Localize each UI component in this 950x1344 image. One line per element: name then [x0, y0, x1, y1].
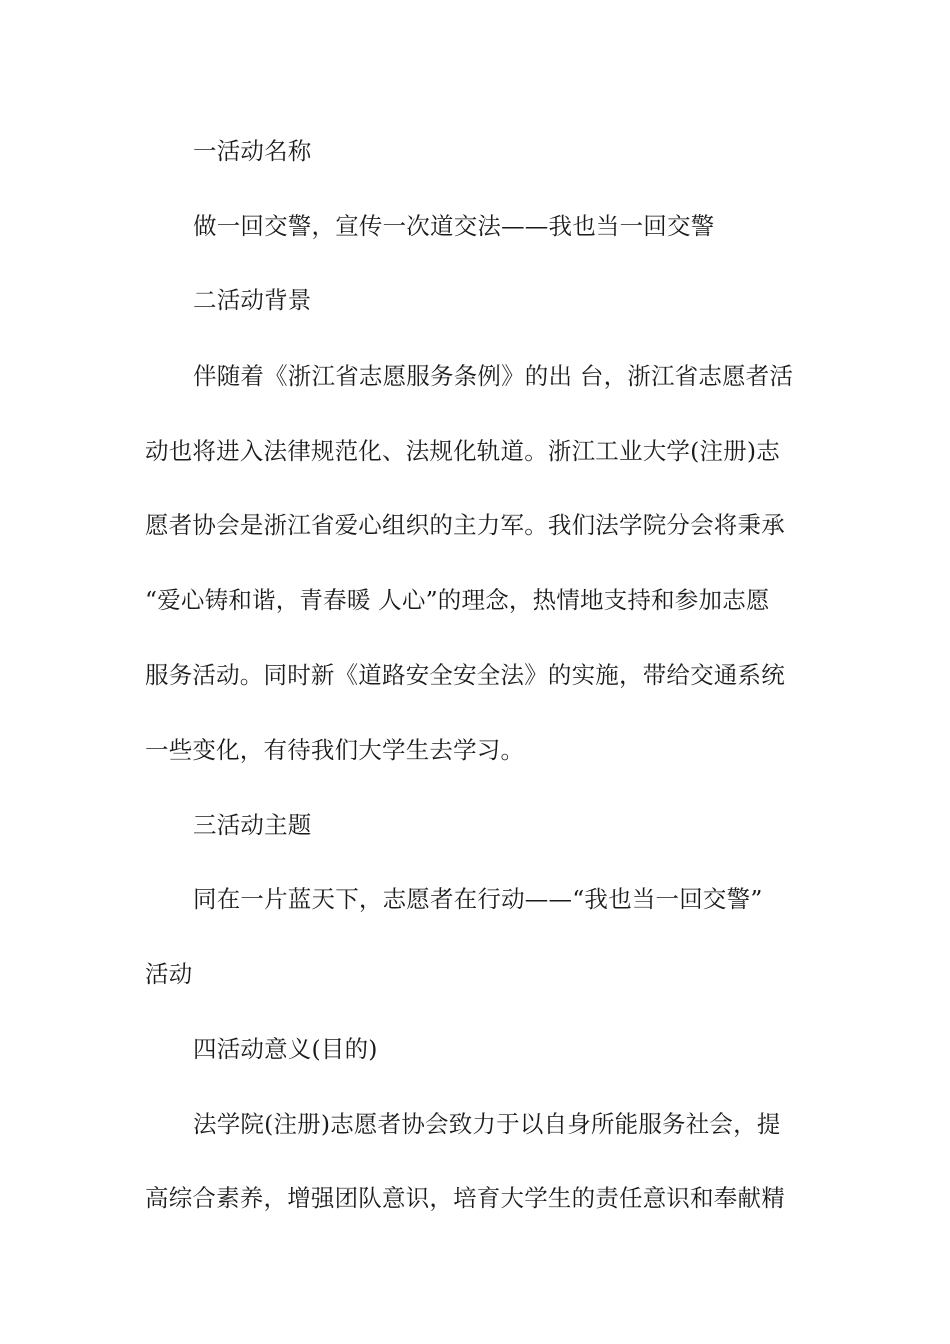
paragraph-line: “爱心铸和谐，青春暖 人心”的理念，热情地支持和参加志愿	[145, 586, 770, 614]
section-heading-activity-background: 二活动背景	[193, 286, 312, 314]
paragraph-line: 高综合素养，增强团队意识，培育大学生的责任意识和奉献精	[145, 1184, 785, 1212]
paragraph-line: 伴随着《浙江省志愿服务条例》的出 台，浙江省志愿者活	[193, 362, 794, 390]
paragraph-line: 动也将进入法律规范化、法规化轨道。浙江工业大学(注册)志	[145, 437, 780, 465]
section-heading-activity-theme: 三活动主题	[193, 811, 312, 839]
paragraph-line: 愿者协会是浙江省爱心组织的主力军。我们法学院分会将秉承	[145, 511, 785, 539]
section-heading-activity-name: 一活动名称	[193, 137, 312, 165]
paragraph-line: 同在一片蓝天下，志愿者在行动——“我也当一回交警”	[193, 885, 763, 913]
paragraph-line: 法学院(注册)志愿者协会致力于以自身所能服务社会，提	[193, 1110, 781, 1138]
paragraph-line: 服务活动。同时新《道路安全安全法》的实施，带给交通系统	[145, 661, 785, 689]
paragraph-line: 活动	[145, 960, 193, 988]
section-heading-activity-purpose: 四活动意义(目的)	[193, 1035, 378, 1063]
paragraph-line: 做一回交警，宣传一次道交法——我也当一回交警	[193, 212, 715, 240]
paragraph-line: 一些变化，有待我们大学生去学习。	[145, 736, 525, 764]
